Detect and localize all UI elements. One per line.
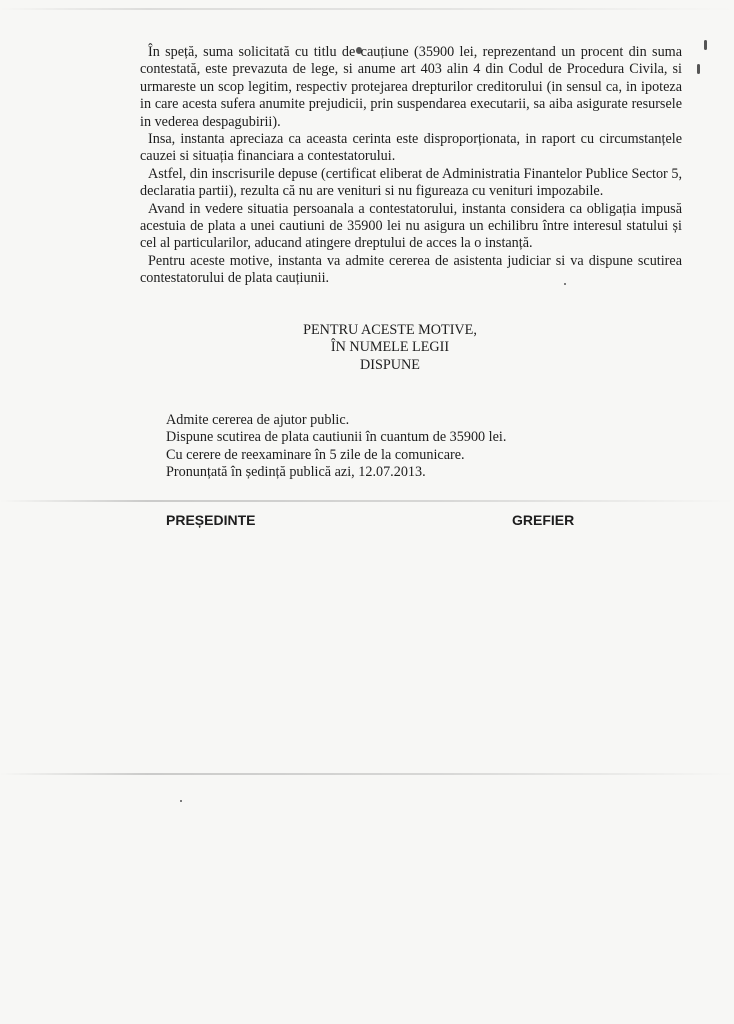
reasoning-text xyxy=(140,44,682,288)
disposition-heading xyxy=(240,322,540,374)
decision-line-3: Cu cerere de reexaminare în 5 zile de la comunicare. xyxy=(166,446,465,463)
paragraph-5: Pentru aceste motive, instanta va admite cererea de asistenta judiciar si va dispune scutirea contestatorului de plata cauțiunii. xyxy=(140,252,682,287)
paragraph-1: În speță, suma solicitată cu titlu de cauțiune (35900 lei, reprezentand un procent din suma contestată, este prevazuta de lege, si anume art 403 alin 4 din Codul de Procedura Civila, si urmareste un scop legitim, respectiv protejarea drepturilor creditorului (in sensul ca, in ipoteza in care acesta sufera anumite prejudicii, prin suspendarea executarii, sa aiba asigurate resursele in vederea despagubirii). xyxy=(140,44,682,130)
decision-line-4: Pronunțată în ședință publică azi, 12.07.2013. xyxy=(166,464,426,481)
scan-artifact-middle xyxy=(0,500,734,502)
margin-mark xyxy=(704,40,707,50)
decision-line-2: Dispune scutirea de plata cautiunii în cuantum de 35900 lei. xyxy=(166,429,507,446)
margin-mark xyxy=(697,64,700,74)
decision-block xyxy=(166,412,626,482)
scan-artifact-top xyxy=(0,8,734,10)
paragraph-2: Insa, instanta apreciaza ca aceasta cerinta este disproporționata, in raport cu circumstanțele cauzei si situația financiara a contestatorului. xyxy=(140,131,682,165)
heading-line-3: DISPUNE xyxy=(360,356,420,373)
scan-artifact-lower xyxy=(0,773,734,775)
dot-mark xyxy=(180,800,182,802)
signature-clerk: GREFIER xyxy=(512,512,575,528)
decision-line-1: Admite cererea de ajutor public. xyxy=(166,412,350,428)
heading-line-1: PENTRU ACESTE MOTIVE, xyxy=(303,322,477,338)
paragraph-4: Avand in vedere situatia persoanala a contestatorului, instanta considera ca obligația impusă acestuia de plata a unei cautiuni de 35900 lei nu asigura un echilibru între interesul statului și cel al particularilor, aducand atingere dreptului de acces la o instanță. xyxy=(140,200,682,252)
paragraph-3: Astfel, din inscrisurile depuse (certificat eliberat de Administratia Finantelor Publice Sector 5, declaratia partii), rezulta că nu are venituri si nu figureaza cu venituri impozabile. xyxy=(140,165,682,200)
signature-president: PREȘEDINTE xyxy=(166,512,256,528)
heading-line-2: ÎN NUMELE LEGII xyxy=(330,339,450,356)
